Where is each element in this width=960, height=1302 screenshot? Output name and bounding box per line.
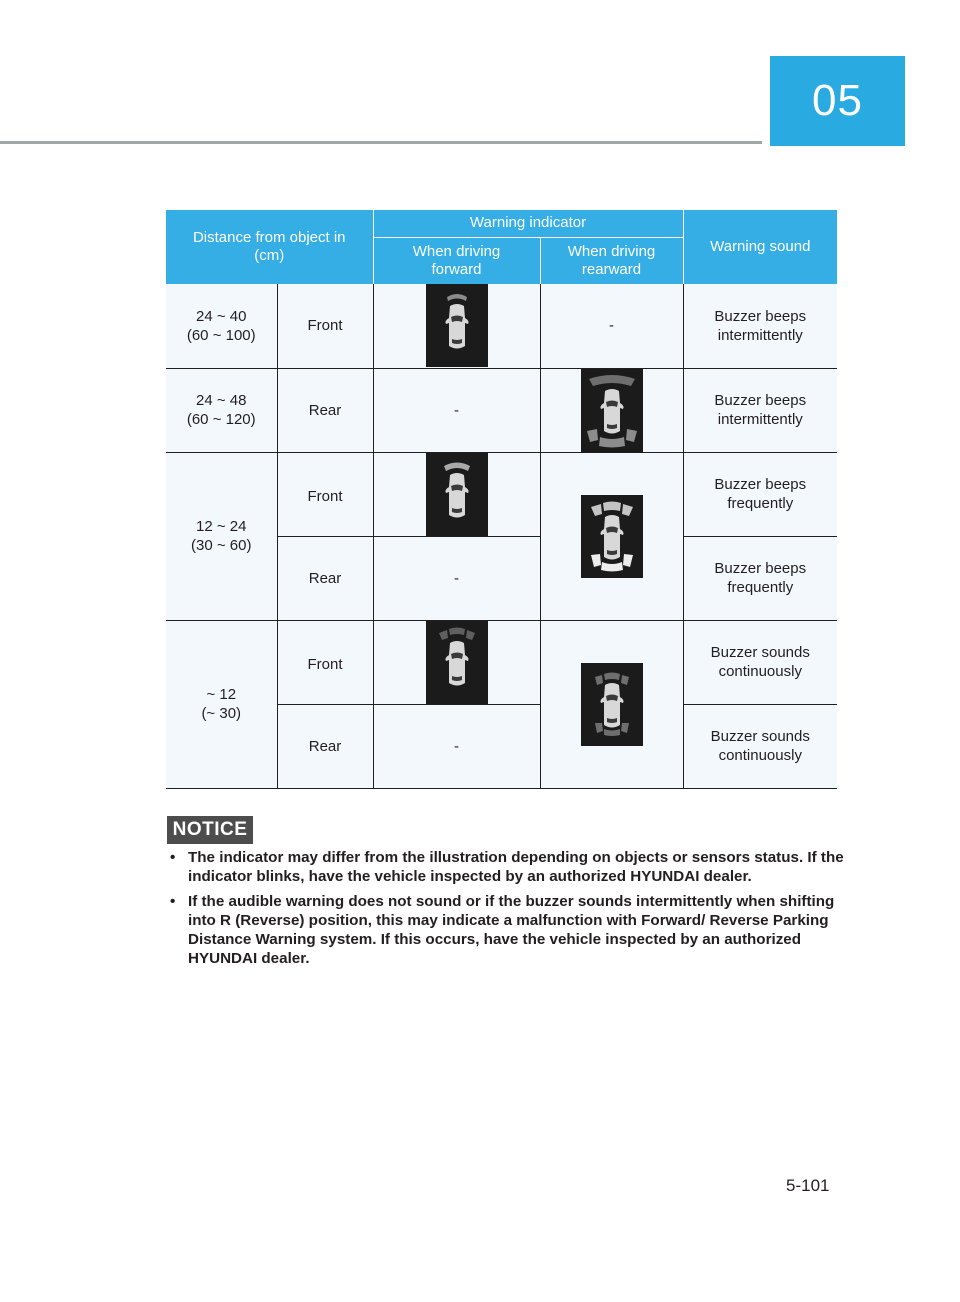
sound-cell: Buzzer beeps intermittently [683,368,837,452]
position-cell: Front [277,620,373,704]
sound-cell: Buzzer sounds continuously [683,704,837,788]
notice-label: NOTICE [167,816,253,844]
sound-cell: Buzzer beeps intermittently [683,284,837,368]
forward-indicator-cell [373,284,540,368]
distance-cell: 24 ~ 48 (60 ~ 120) [166,368,277,452]
header-rule [0,141,762,144]
position-cell: Front [277,284,373,368]
bullet-icon: • [170,893,176,910]
position-cell: Rear [277,704,373,788]
car-front-mid-icon [426,453,488,536]
rearward-indicator-cell [540,452,683,620]
chapter-tab: 05 [770,56,905,146]
bullet-icon: • [170,849,176,866]
forward-indicator-cell: - [373,536,540,620]
header-when-forward: When driving forward [373,237,540,284]
header-warning-sound: Warning sound [683,210,837,284]
position-cell: Rear [277,536,373,620]
position-cell: Rear [277,368,373,452]
car-front-far-icon [426,284,488,367]
forward-indicator-cell: - [373,368,540,452]
forward-indicator-cell [373,620,540,704]
sound-cell: Buzzer sounds continuously [683,620,837,704]
sound-cell: Buzzer beeps frequently [683,452,837,536]
notice-item: • The indicator may differ from the illustration depending on objects or sensors status. If the indicator blinks, have the vehicle inspected by an authorized HYUNDAI dealer. [170,849,844,885]
car-rear-near-icon [581,663,643,746]
warning-table [166,210,837,789]
notice-item: • If the audible warning does not sound or if the buzzer sounds intermittently when shifting into R (Reverse) position, this may indicate a malfunction with Forward/ Reverse Parking Distance Warning system. If this occurs, have the vehicle inspected by an authorized HYUNDAI dealer. [170,893,835,967]
forward-indicator-cell [373,452,540,536]
header-warning-indicator: Warning indicator [373,210,683,237]
car-front-near-icon [426,621,488,704]
forward-indicator-cell: - [373,704,540,788]
header-when-rearward: When driving rearward [540,237,683,284]
car-rear-far-icon [581,369,643,452]
rearward-indicator-cell [540,620,683,788]
rearward-indicator-cell: - [540,284,683,368]
distance-cell: 12 ~ 24 (30 ~ 60) [166,452,277,620]
sound-cell: Buzzer beeps frequently [683,536,837,620]
distance-cell: 24 ~ 40 (60 ~ 100) [166,284,277,368]
car-rear-mid-icon [581,495,643,578]
notice-list [168,848,848,974]
page-number: 5-101 [786,1176,830,1195]
rearward-indicator-cell [540,368,683,452]
distance-cell: ~ 12 (~ 30) [166,620,277,788]
position-cell: Front [277,452,373,536]
header-distance: Distance from object in (cm) [166,210,373,284]
